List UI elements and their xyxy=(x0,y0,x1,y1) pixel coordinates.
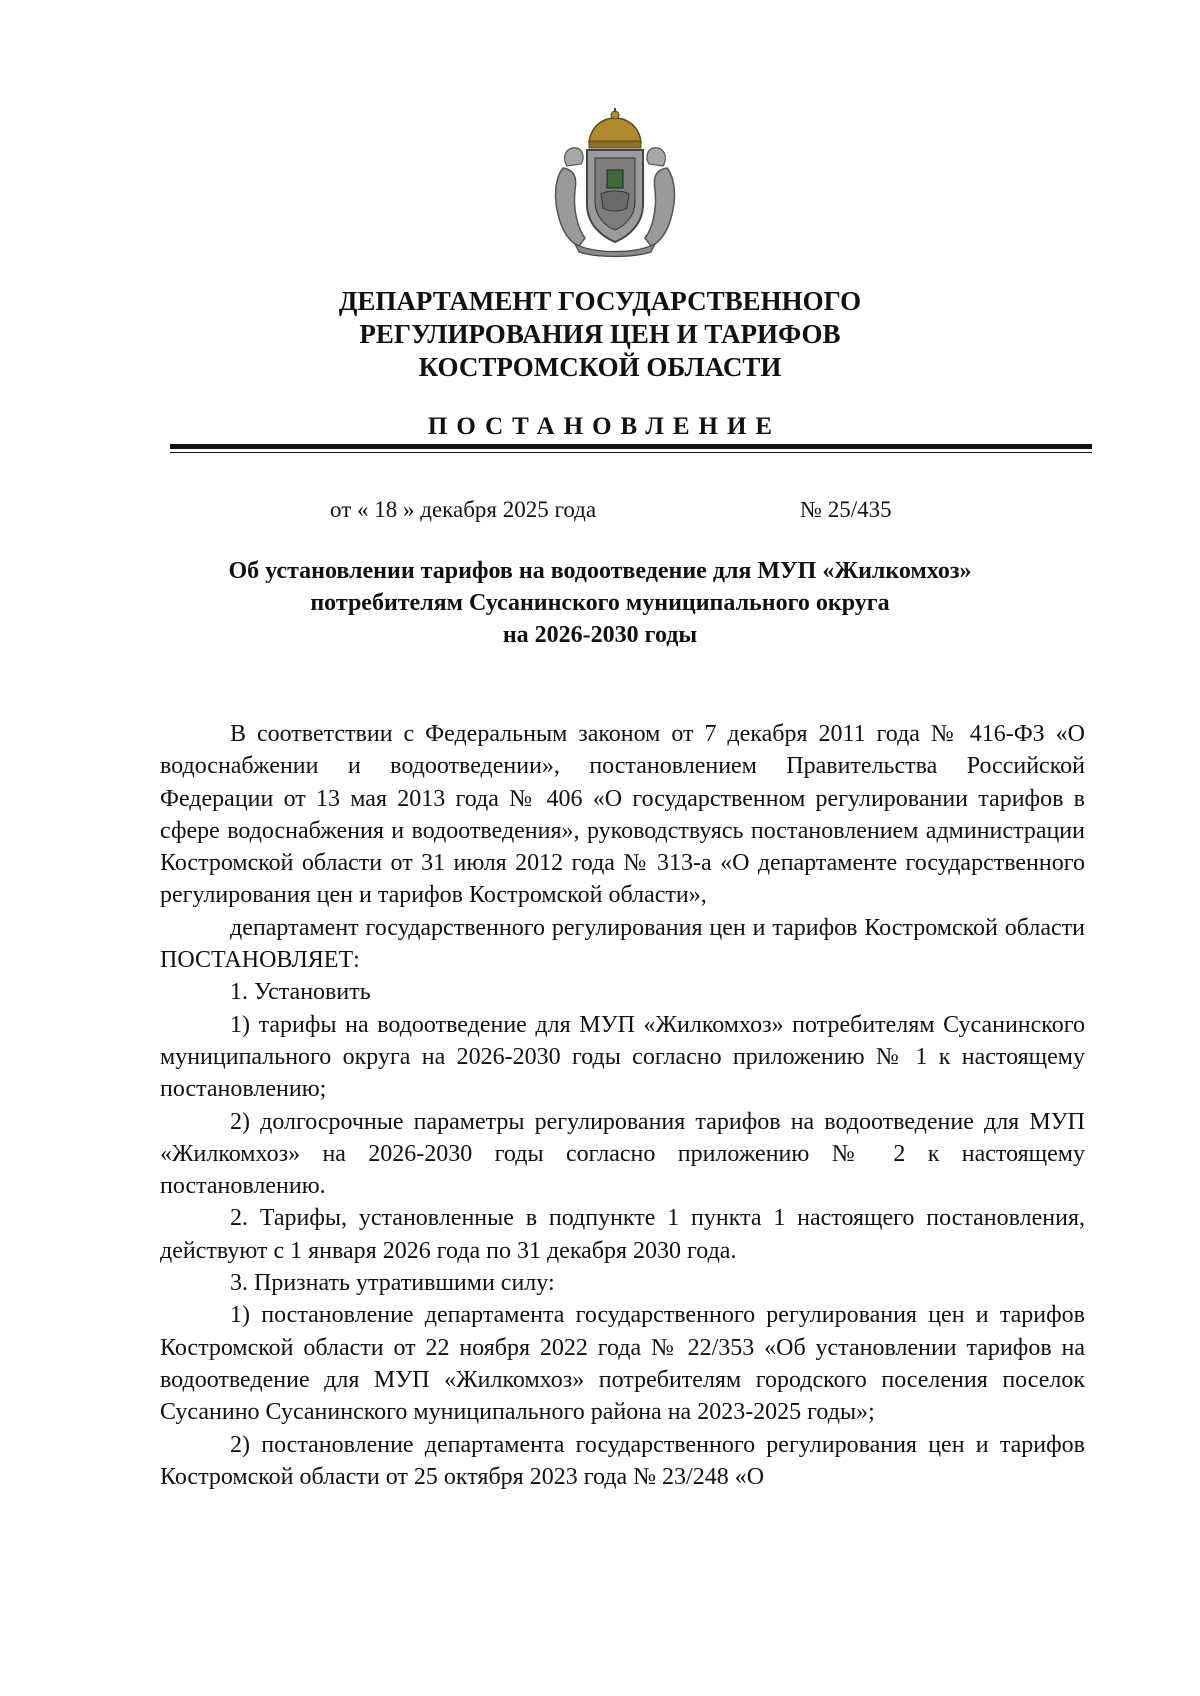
paragraph-item-3: 3. Признать утратившими силу: xyxy=(230,1270,555,1297)
document-date: от « 18 » декабря 2025 года xyxy=(330,497,597,522)
paragraph-item-2: 2. Тарифы, установленные в подпункте 1 пункта 1 настоящего постановления, действуют с 1 января 2026 года по 31 декабря 2030 года. xyxy=(160,1205,1085,1264)
paragraph-item-3-1: 1) постановление департамента государственного регулирования цен и тарифов Костромской области от 22 ноября 2022 года № 22/353 «Об установлении тарифов на водоотведение для МУП «Жилкомхоз» потребителям городского поселения поселок Сусанино Сусанинского муниципального района на 2023-2025 годы»; xyxy=(160,1302,1085,1426)
paragraph-item-1: 1. Установить xyxy=(230,979,371,1006)
document-number: № 25/435 xyxy=(800,497,892,522)
title-line-1: Об установлении тарифов на водоотведение для МУП «Жилкомхоз» xyxy=(228,558,972,584)
department-line-2: РЕГУЛИРОВАНИЯ ЦЕН И ТАРИФОВ xyxy=(359,319,841,349)
document-type: ПОСТАНОВЛЕНИЕ xyxy=(427,413,782,440)
header-divider-thin xyxy=(170,452,1092,453)
paragraph-resolves: департамент государственного регулирования цен и тарифов Костромской области ПОСТАНОВЛЯЕТ: xyxy=(160,914,1085,974)
title-line-3: на 2026-2030 годы xyxy=(502,622,698,648)
department-header xyxy=(0,285,1200,384)
paragraph-item-1-2: 2) долгосрочные параметры регулирования тарифов на водоотведение для МУП «Жилкомхоз» на 2026-2030 годы согласно приложению № 2 к настоящему постановлению. xyxy=(160,1108,1085,1200)
department-line-1: ДЕПАРТАМЕНТ ГОСУДАРСТВЕННОГО xyxy=(338,286,862,316)
paragraph-preamble: В соответствии с Федеральным законом от 7 декабря 2011 года № 416-ФЗ «О водоснабжении и водоотведении», постановлением Правительства Российской Федерации от 13 мая 2013 года № 406 «О государственном регулировании тарифов в сфере водоснабжения и водоотведения», руководствуясь постановлением администрации Костромской области от 31 июля 2012 года № 313-а «О департаменте государственного регулирования цен и тарифов Костромской области», xyxy=(160,721,1085,909)
kostroma-coat-of-arms-icon xyxy=(545,108,685,258)
title-line-2: потребителям Сусанинского муниципального округа xyxy=(310,590,890,616)
document-title xyxy=(0,555,1200,651)
header-divider-thick xyxy=(170,444,1092,449)
paragraph-item-3-2: 2) постановление департамента государственного регулирования цен и тарифов Костромской области от 25 октября 2023 года № 23/248 «О xyxy=(160,1431,1085,1490)
department-line-3: КОСТРОМСКОЙ ОБЛАСТИ xyxy=(418,352,782,382)
coat-of-arms xyxy=(545,108,685,258)
paragraph-item-1-1: 1) тарифы на водоотведение для МУП «Жилкомхоз» потребителям Сусанинского муниципального округа на 2026-2030 годы согласно приложению № 1 к настоящему постановлению; xyxy=(160,1011,1085,1103)
document-body xyxy=(160,718,1085,1493)
